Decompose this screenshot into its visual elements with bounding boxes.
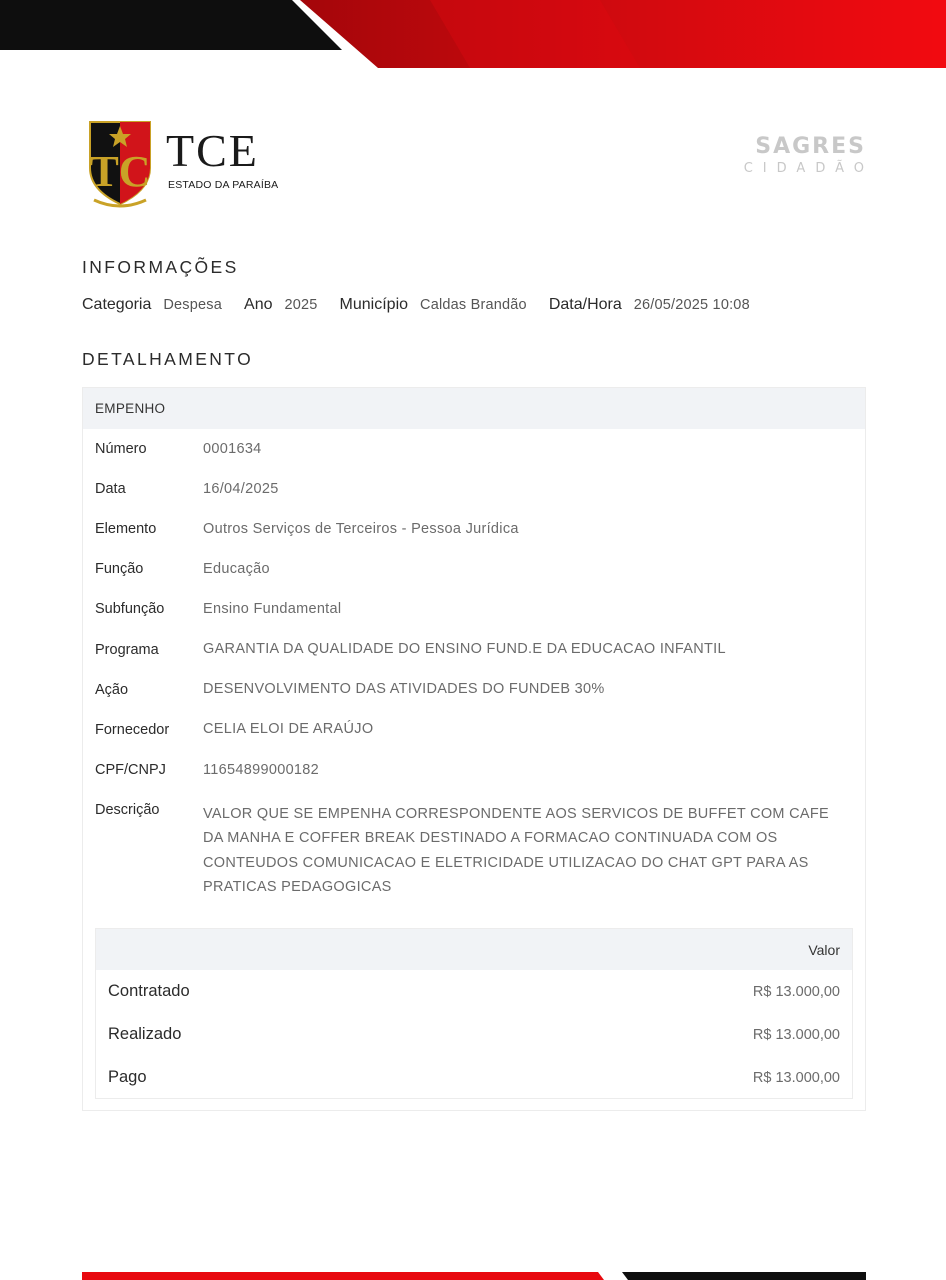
detail-row-subfuncao: [83, 589, 865, 629]
table-row-contratado: [96, 970, 852, 1013]
detail-value: DESENVOLVIMENTO DAS ATIVIDADES DO FUNDEB 30%: [203, 681, 605, 698]
info-label-ano: Ano: [244, 296, 273, 313]
detail-row-data: [83, 469, 865, 509]
detail-label: Descrição: [95, 801, 160, 818]
detail-value: Educação: [203, 561, 270, 578]
values-table: [95, 928, 853, 1099]
detail-row-funcao: [83, 549, 865, 589]
detail-row-descricao: [83, 790, 865, 900]
info-label-municipio: Município: [339, 296, 409, 313]
detail-label: Programa: [95, 641, 159, 658]
info-value-data-hora: 26/05/2025 10:08: [633, 297, 750, 313]
detail-row-cpf-cnpj: [83, 750, 865, 790]
value-label: Realizado: [108, 1025, 182, 1043]
detail-label: Elemento: [95, 521, 157, 538]
info-value-ano: 2025: [284, 297, 318, 313]
detail-label: Ação: [95, 681, 129, 698]
brand-subtitle: ESTADO DA PARAÍBA: [168, 179, 279, 191]
detail-label: Função: [95, 561, 144, 578]
info-label-data-hora: Data/Hora: [548, 296, 622, 313]
detail-label: Número: [95, 441, 147, 458]
value-amount: R$ 13.000,00: [752, 983, 840, 1000]
info-value-categoria: Despesa: [163, 297, 223, 313]
detail-row-programa: [83, 629, 865, 669]
detail-value: 0001634: [203, 440, 262, 457]
info-row: [82, 296, 772, 314]
info-label-categoria: Categoria: [82, 296, 152, 313]
top-banner: [0, 0, 946, 68]
detail-value: Outros Serviços de Terceiros - Pessoa Jurídica: [203, 520, 519, 537]
table-row-pago: [96, 1056, 852, 1099]
bottom-banner: [0, 1272, 946, 1280]
detail-value: CELIA ELOI DE ARAÚJO: [203, 721, 374, 738]
emblem-monogram: TC: [89, 147, 151, 196]
detail-value: VALOR QUE SE EMPENHA CORRESPONDENTE AOS SERVICOS DE BUFFET COM CAFE DA MANHA E COFFER BREAK DESTINADO A FORMACAO CONTINUADA COM OS CONTEUDOS COMUNICACAO E ELETRICIDADE UTILIZACAO DO CHAT GPT PARA AS PRATICAS PEDAGOGICAS: [203, 805, 829, 896]
value-amount: R$ 13.000,00: [752, 1026, 840, 1043]
product-subtitle: CIDADÃO: [743, 161, 874, 176]
detail-value: 16/04/2025: [203, 480, 279, 497]
detail-label: Subfunção: [95, 601, 165, 618]
table-row-realizado: [96, 1013, 852, 1056]
section-title-detalhamento: DETALHAMENTO: [82, 349, 254, 369]
detail-row-numero: [83, 429, 865, 469]
detail-value: 11654899000182: [203, 761, 320, 778]
empenho-card: [82, 387, 866, 1111]
detail-row-fornecedor: [83, 710, 865, 750]
tce-emblem-logo: [88, 120, 152, 208]
detail-value: Ensino Fundamental: [203, 601, 342, 618]
info-value-municipio: Caldas Brandão: [420, 297, 527, 313]
empenho-card-header: EMPENHO: [83, 388, 865, 429]
detail-value: GARANTIA DA QUALIDADE DO ENSINO FUND.E DA EDUCACAO INFANTIL: [203, 641, 726, 658]
detail-row-elemento: [83, 509, 865, 549]
brand-title: TCE: [166, 125, 259, 176]
sagres-cidadao-logo: [732, 134, 874, 176]
detail-label: Fornecedor: [95, 721, 170, 738]
detail-row-acao: [83, 670, 865, 710]
value-label: Contratado: [108, 982, 190, 1000]
detail-list: [83, 429, 865, 900]
detail-label: Data: [95, 481, 126, 498]
value-label: Pago: [108, 1068, 147, 1086]
header: [82, 118, 874, 218]
detail-label: CPF/CNPJ: [95, 761, 166, 778]
section-title-informacoes: INFORMAÇÕES: [82, 257, 239, 277]
values-table-header: Valor: [96, 929, 852, 970]
value-amount: R$ 13.000,00: [752, 1069, 840, 1086]
product-name: SAGRES: [755, 134, 866, 159]
